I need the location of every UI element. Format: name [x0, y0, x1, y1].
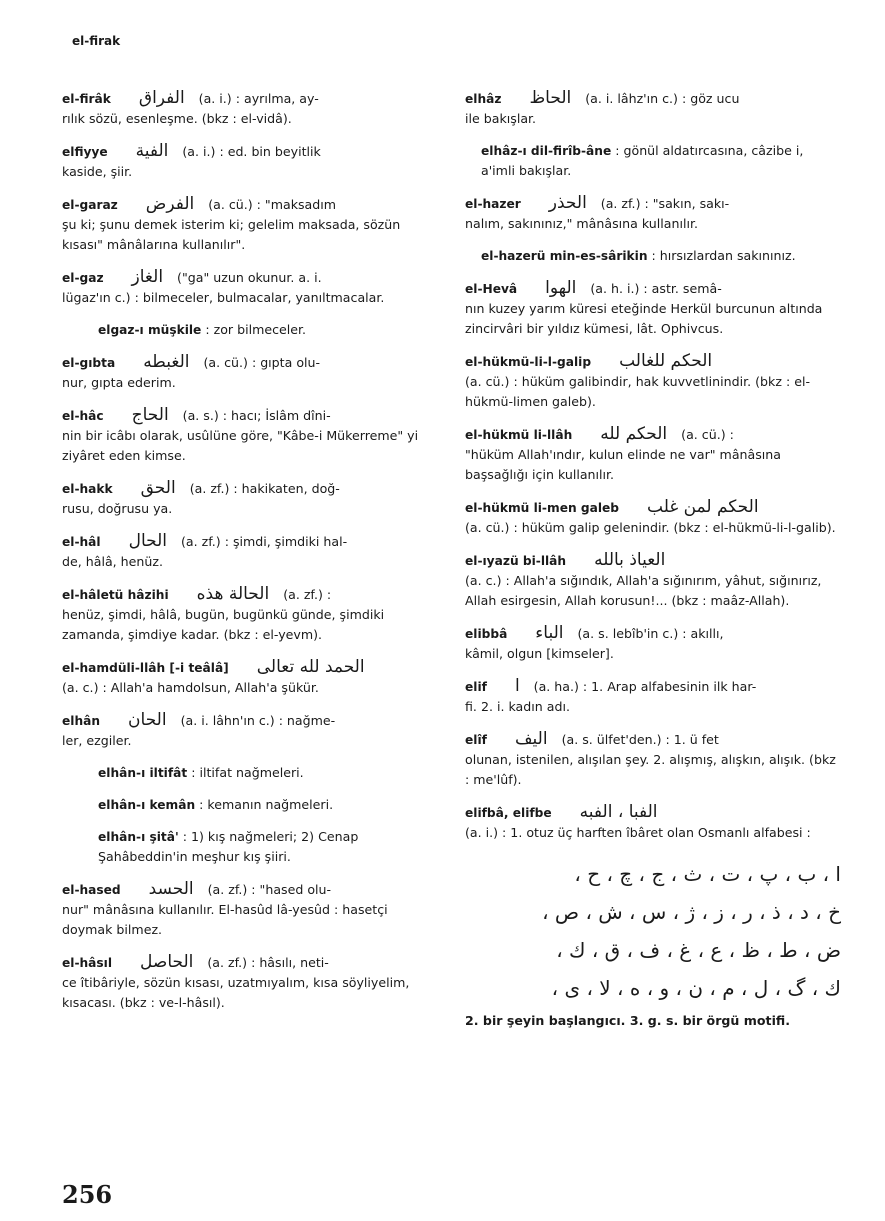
entry-first-line: [465, 424, 841, 445]
entry-first-line: [465, 497, 841, 518]
dictionary-entry: [465, 278, 841, 339]
entry-first-line: [62, 531, 440, 552]
entry-first-line: [62, 657, 440, 678]
entry-headword: elhâz: [465, 92, 502, 106]
dictionary-entry: [465, 550, 841, 611]
dictionary-entry: [62, 478, 440, 519]
entry-first-line: [465, 676, 841, 697]
entry-definition: ile bakışlar.: [465, 111, 537, 126]
alphabet-row: ك ، گ ، ل ، م ، ن ، و ، ه ، لا ، ى ،: [551, 976, 841, 1000]
arabic-spelling: الحاظ: [529, 88, 572, 108]
dictionary-entry: [465, 676, 841, 717]
entry-first-line: [62, 584, 440, 605]
entry-definition: kâmil, olgun [kimseler].: [465, 646, 614, 661]
entry-first-line: [98, 763, 440, 783]
dictionary-entry: [62, 657, 440, 698]
entry-headword: elhân-ı iltifât: [98, 766, 188, 780]
entry-definition-start: (a. zf.) : hâsılı, neti-: [207, 955, 329, 970]
entry-definition: nın kuzey yarım küresi eteğinde Herkül burcunun altında zincirvâri bir yıldız kümesi, lât. Ophivcus.: [465, 301, 823, 336]
entry-headword: elîf: [465, 733, 487, 747]
entry-first-line: [62, 952, 440, 973]
arabic-spelling: اليف: [514, 729, 548, 749]
entry-first-line: [465, 802, 841, 823]
entry-headword: el-hâsıl: [62, 956, 113, 970]
arabic-spelling: الحكم لمن غلب: [647, 497, 759, 517]
arabic-spelling: الحالة هذه: [196, 584, 270, 604]
entry-headword: el-gaz: [62, 271, 104, 285]
entry-definition: "hüküm Allah'ındır, kulun elinde ne var" mânâsına başsağlığı için kullanılır.: [465, 447, 781, 482]
entry-definition: (a. i.) : 1. otuz üç harften îbâret olan Osmanlı alfabesi :: [465, 825, 811, 840]
entry-first-line: [465, 729, 841, 750]
arabic-spelling: الفية: [135, 141, 169, 161]
entry-first-line: [62, 88, 440, 109]
entry-definition: fi. 2. i. kadın adı.: [465, 699, 570, 714]
entry-headword: el-Hevâ: [465, 282, 518, 296]
entry-first-line: [98, 827, 440, 867]
entry-first-line: [62, 710, 440, 731]
entry-definition: rılık sözü, esenleşme. (bkz : el-vidâ).: [62, 111, 292, 126]
entry-first-line: [62, 478, 440, 499]
arabic-spelling: ا: [514, 676, 520, 696]
ottoman-alphabet-table: [477, 855, 841, 1007]
entry-definition: nin bir icâbı olarak, usûlüne göre, "Kâbe-i Mükerreme" yi ziyâret eden kimse.: [62, 428, 419, 463]
left-column: [62, 88, 440, 1025]
arabic-spelling: الفبا ، الفبه: [579, 802, 658, 822]
dictionary-entry: [62, 584, 440, 645]
entry-first-line: [465, 278, 841, 299]
entry-definition: : zor bilmeceler.: [205, 322, 307, 337]
dictionary-entry: [465, 802, 841, 843]
entry-definition-start: (a. s.) : hacı; İslâm dîni-: [182, 408, 331, 423]
arabic-spelling: الحان: [128, 710, 167, 730]
entry-definition-start: (a. zf.) : "hased olu-: [207, 882, 332, 897]
dictionary-entry: [62, 531, 440, 572]
entry-definition-start: (a. h. i.) : astr. semâ-: [590, 281, 722, 296]
entry-definition: rusu, doğrusu ya.: [62, 501, 173, 516]
entry-headword: el-hükmü li-men galeb: [465, 501, 619, 515]
dictionary-entry: [465, 193, 841, 234]
dictionary-entry: [62, 879, 440, 940]
entry-closing-sense: 2. bir şeyin başlangıcı. 3. g. s. bir örgü motifi.: [465, 1013, 791, 1028]
entry-headword: el-hükmü-li-l-galip: [465, 355, 592, 369]
page-number: 256: [62, 1180, 113, 1209]
entry-first-line: [481, 246, 841, 266]
dictionary-entry: [62, 827, 440, 867]
arabic-spelling: العياذ بالله: [594, 550, 666, 570]
dictionary-entry: [62, 320, 440, 340]
dictionary-entry: [465, 623, 841, 664]
alphabet-row: خ ، د ، ذ ، ر ، ز ، ژ ، س ، ش ، ص ،: [542, 900, 841, 924]
entry-headword: el-ıyazü bi-llâh: [465, 554, 567, 568]
dictionary-entry: [465, 246, 841, 266]
entry-definition: kaside, şiir.: [62, 164, 133, 179]
entry-definition: : kemanın nağmeleri.: [199, 797, 334, 812]
entry-headword: el-hamdüli-llâh [-i teâlâ]: [62, 661, 229, 675]
arabic-spelling: الحمد لله تعالى: [256, 657, 365, 677]
entry-headword: elhân-ı şitâ': [98, 830, 179, 844]
entry-definition: olunan, istenilen, alışılan şey. 2. alışmış, alışkın, alışık. (bkz : me'lûf).: [465, 752, 836, 787]
entry-first-line: [465, 351, 841, 372]
arabic-spelling: الحق: [140, 478, 176, 498]
entry-definition: (a. c.) : Allah'a hamdolsun, Allah'a şükür.: [62, 680, 319, 695]
running-head: el-firak: [72, 34, 121, 48]
entry-headword: el-hazerü min-es-sârikin: [481, 249, 648, 263]
arabic-spelling: الحكم للغالب: [619, 351, 713, 371]
entry-headword: el-hâletü hâzihi: [62, 588, 169, 602]
entry-first-line: [98, 795, 440, 815]
entry-headword: el-hased: [62, 883, 121, 897]
entry-headword: el-hazer: [465, 197, 521, 211]
entry-definition-start: (a. i.) : ayrılma, ay-: [198, 91, 319, 106]
arabic-spelling: الحال: [128, 531, 168, 551]
entry-headword: elibbâ: [465, 627, 508, 641]
entry-headword: el-hakk: [62, 482, 113, 496]
entry-definition-start: (a. zf.) : şimdi, şimdiki hal-: [181, 534, 348, 549]
entry-definition-start: (a. s. ülfet'den.) : 1. ü fet: [561, 732, 719, 747]
arabic-spelling: الهوا: [545, 278, 577, 298]
dictionary-entry: [62, 405, 440, 466]
entry-headword: elhâz-ı dil-firîb-âne: [481, 144, 612, 158]
arabic-spelling: الحكم لله: [600, 424, 668, 444]
dictionary-entry: [62, 141, 440, 182]
entry-definition: : gönül aldatırcasına, câzibe i, a'imli bakışlar.: [481, 143, 804, 178]
arabic-spelling: الغاز: [131, 267, 164, 287]
alphabet-row: ض ، ط ، ظ ، ع ، غ ، ف ، ق ، ك ،: [556, 938, 841, 962]
dictionary-entry: [62, 795, 440, 815]
entry-headword: elif: [465, 680, 487, 694]
entry-first-line: [465, 550, 841, 571]
dictionary-entry: [465, 88, 841, 129]
entry-headword: elgaz-ı müşkile: [98, 323, 202, 337]
dictionary-entry: [62, 267, 440, 308]
entry-headword: el-firâk: [62, 92, 111, 106]
arabic-spelling: الباء: [535, 623, 564, 643]
dictionary-entry: [465, 424, 841, 485]
entry-headword: el-gıbta: [62, 356, 116, 370]
entry-definition-start: (a. i.) : ed. bin beyitlik: [182, 144, 321, 159]
entry-definition: : 1) kış nağmeleri; 2) Cenap Şahâbeddin'in meşhur kış şiiri.: [98, 829, 359, 864]
dictionary-entry: [62, 352, 440, 393]
entry-headword: elhân-ı kemân: [98, 798, 196, 812]
entry-definition: : hırsızlardan sakınınız.: [651, 248, 796, 263]
entry-first-line: [62, 352, 440, 373]
entry-definition: şu ki; şunu demek isterim ki; gelelim maksada, sözün kısası" mânâlarına kullanılır".: [62, 217, 401, 252]
entry-definition-start: ("ga" uzun okunur. a. i.: [177, 270, 322, 285]
entry-headword: el-hükmü li-llâh: [465, 428, 573, 442]
entry-definition: nalım, sakınınız," mânâsına kullanılır.: [465, 216, 698, 231]
dictionary-entry: [62, 952, 440, 1013]
arabic-spelling: الحاج: [131, 405, 169, 425]
entry-first-line: [465, 193, 841, 214]
entry-definition-start: (a. ha.) : 1. Arap alfabesinin ilk har-: [533, 679, 757, 694]
entry-definition: : iltifat nağmeleri.: [191, 765, 304, 780]
entry-headword: elifbâ, elifbe: [465, 806, 552, 820]
dictionary-entry: [465, 497, 841, 538]
arabic-spelling: الفراق: [138, 88, 185, 108]
dictionary-entry: [465, 141, 841, 181]
arabic-spelling: الحسد: [148, 879, 194, 899]
right-column: [465, 88, 841, 1031]
entry-definition: nur" mânâsına kullanılır. El-hasûd lâ-yesûd : hasetçi doymak bilmez.: [62, 902, 388, 937]
arabic-spelling: الحاصل: [140, 952, 194, 972]
dictionary-entry: [62, 88, 440, 129]
entry-definition: (a. cü.) : hüküm galibindir, hak kuvvetlinindir. (bkz : el-hükmü-limen galeb).: [465, 374, 810, 409]
entry-first-line: [465, 88, 841, 109]
dictionary-entry: [62, 194, 440, 255]
entry-first-line: [98, 320, 440, 340]
entry-definition: ler, ezgiler.: [62, 733, 132, 748]
entry-first-line: [62, 194, 440, 215]
entry-definition: lügaz'ın c.) : bilmeceler, bulmacalar, yanıltmacalar.: [62, 290, 385, 305]
entry-first-line: [62, 879, 440, 900]
entry-definition-start: (a. zf.) :: [283, 587, 332, 602]
entry-first-line: [481, 141, 841, 181]
entry-definition-start: (a. s. lebîb'in c.) : akıllı,: [577, 626, 724, 641]
entry-definition: (a. cü.) : hüküm galip gelenindir. (bkz : el-hükmü-li-l-galib).: [465, 520, 836, 535]
entry-definition: de, hâlâ, henüz.: [62, 554, 163, 569]
entry-headword: el-hâl: [62, 535, 101, 549]
dictionary-entry: [465, 729, 841, 790]
arabic-spelling: الحذر: [548, 193, 587, 213]
arabic-spelling: الفرض: [145, 194, 195, 214]
entry-first-line: [62, 405, 440, 426]
entry-definition-start: (a. i. lâhz'ın c.) : göz ucu: [585, 91, 740, 106]
entry-definition: ce îtibâriyle, sözün kısası, uzatmıyalım, kısa söyliyelim, kısacası. (bkz : ve-l-hâsıl).: [62, 975, 410, 1010]
alphabet-row: ا ، ب ، پ ، ت ، ث ، ج ، چ ، ح ،: [574, 862, 841, 886]
entry-definition-start: (a. i. lâhn'ın c.) : nağme-: [180, 713, 336, 728]
entry-headword: elfiyye: [62, 145, 108, 159]
entry-first-line: [62, 141, 440, 162]
entry-definition-start: (a. cü.) :: [681, 427, 734, 442]
entry-definition-start: (a. zf.) : "sakın, sakı-: [600, 196, 730, 211]
entry-definition: (a. c.) : Allah'a sığındık, Allah'a sığınırım, yâhut, sığınırız, Allah esirgesin, Allah korusun!... (bkz : maâz-Allah).: [465, 573, 822, 608]
entry-definition-start: (a. cü.) : "maksadım: [208, 197, 337, 212]
entry-definition: nur, gıpta ederim.: [62, 375, 176, 390]
dictionary-entry: [62, 763, 440, 783]
entry-definition-start: (a. cü.) : gıpta olu-: [203, 355, 321, 370]
dictionary-entry: [465, 351, 841, 412]
entry-definition: henüz, şimdi, hâlâ, bugün, bugünkü günde, şimdiki zamanda, şimdiye kadar. (bkz : el-yevm).: [62, 607, 385, 642]
entry-first-line: [62, 267, 440, 288]
entry-headword: elhân: [62, 714, 101, 728]
arabic-spelling: الغبطه: [143, 352, 190, 372]
dictionary-entry: [62, 710, 440, 751]
entry-headword: el-garaz: [62, 198, 118, 212]
entry-headword: el-hâc: [62, 409, 104, 423]
entry-definition-start: (a. zf.) : hakikaten, doğ-: [189, 481, 340, 496]
entry-first-line: [465, 623, 841, 644]
